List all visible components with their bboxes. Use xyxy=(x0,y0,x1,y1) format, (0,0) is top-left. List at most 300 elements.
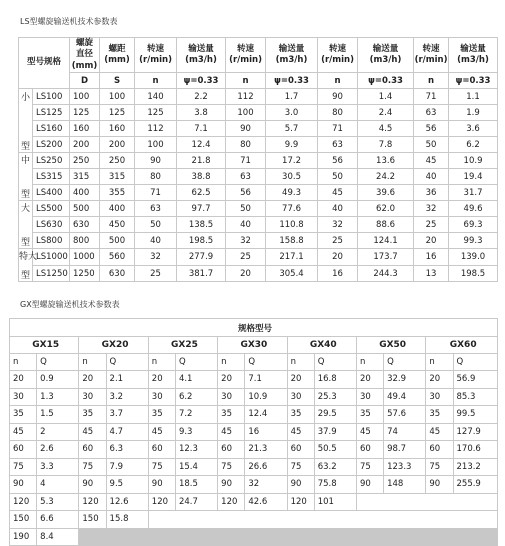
value-cell: 26.6 xyxy=(245,458,287,476)
value-cell: 30 xyxy=(79,388,106,406)
ls-table-title: LS型螺旋输送机技术参数表 xyxy=(20,17,118,26)
value-cell: 16 xyxy=(245,423,287,441)
value-cell: 60 xyxy=(356,441,383,459)
value-cell: 85.3 xyxy=(453,388,498,406)
value-cell: 63 xyxy=(135,201,177,217)
model-cell: LS315 xyxy=(33,169,70,185)
value-cell: 90 xyxy=(79,476,106,494)
value-cell: 20 xyxy=(10,371,37,389)
value-cell: 13.6 xyxy=(358,153,414,169)
value-cell: 315 xyxy=(70,169,100,185)
value-cell: 25 xyxy=(135,265,177,282)
value-cell: 50 xyxy=(226,201,266,217)
symbol-n: n xyxy=(226,73,266,89)
model-cell: LS1250 xyxy=(33,265,70,282)
value-cell: 15.8 xyxy=(106,511,148,529)
value-cell: 35 xyxy=(218,406,245,424)
value-cell: 1.3 xyxy=(37,388,79,406)
capacity-header: 输送量 (m3/h) xyxy=(266,38,318,73)
value-cell: 1250 xyxy=(70,265,100,282)
value-cell: 32.9 xyxy=(384,371,426,389)
value-cell: 99.5 xyxy=(453,406,498,424)
model-cell: LS630 xyxy=(33,217,70,233)
capacity-header: 输送量 (m3/h) xyxy=(177,38,226,73)
speed-subheader: n xyxy=(426,354,453,371)
speed-subheader: n xyxy=(10,354,37,371)
ls-symbol-row xyxy=(19,73,498,89)
gx-spec-table xyxy=(9,318,498,546)
value-cell: 80 xyxy=(226,137,266,153)
ls-header-row xyxy=(19,38,498,73)
value-cell: 200 xyxy=(70,137,100,153)
gx-model-header: GX20 xyxy=(79,337,148,354)
value-cell: 42.6 xyxy=(245,493,287,511)
value-cell: 56 xyxy=(318,153,358,169)
value-cell: 125 xyxy=(70,105,100,121)
value-cell: 3.0 xyxy=(266,105,318,121)
value-cell: 50 xyxy=(414,137,449,153)
speed-header: 转速 (r/min) xyxy=(226,38,266,73)
value-cell: 158.8 xyxy=(266,233,318,249)
value-cell: 45 xyxy=(218,423,245,441)
value-cell: 1.7 xyxy=(266,89,318,105)
value-cell: 630 xyxy=(70,217,100,233)
ls-spec-table xyxy=(18,37,498,282)
value-cell: 30.5 xyxy=(266,169,318,185)
value-cell: 400 xyxy=(100,201,135,217)
value-cell: 35 xyxy=(79,406,106,424)
value-cell: 2.6 xyxy=(37,441,79,459)
value-cell: 170.6 xyxy=(453,441,498,459)
value-cell: 7.9 xyxy=(106,458,148,476)
value-cell: 7.8 xyxy=(358,137,414,153)
value-cell: 140 xyxy=(135,89,177,105)
value-cell: 20 xyxy=(426,371,453,389)
value-cell: 3.3 xyxy=(37,458,79,476)
value-cell: 32 xyxy=(414,201,449,217)
value-cell: 45 xyxy=(356,423,383,441)
value-cell: 50 xyxy=(135,217,177,233)
value-cell: 112 xyxy=(226,89,266,105)
gx-model-header: GX60 xyxy=(426,337,498,354)
symbol-psi: ψ=0.33 xyxy=(449,73,498,89)
value-cell: 150 xyxy=(10,511,37,529)
size-category-label: 型 xyxy=(20,238,30,249)
value-cell: 6.6 xyxy=(37,511,79,529)
value-cell: 10.9 xyxy=(449,153,498,169)
value-cell: 24.2 xyxy=(358,169,414,185)
value-cell: 1.9 xyxy=(449,105,498,121)
value-cell: 71 xyxy=(414,89,449,105)
gx-row xyxy=(10,511,498,529)
value-cell: 60 xyxy=(287,441,314,459)
gx-row xyxy=(10,441,498,459)
value-cell: 77.6 xyxy=(266,201,318,217)
value-cell: 150 xyxy=(79,511,106,529)
value-cell: 63.2 xyxy=(314,458,356,476)
value-cell: 12.6 xyxy=(106,493,148,511)
value-cell: 49.4 xyxy=(384,388,426,406)
size-category-label: 型 xyxy=(20,141,30,152)
value-cell: 3.6 xyxy=(449,121,498,137)
speed-header: 转速 (r/min) xyxy=(318,38,358,73)
model-cell: LS1000 xyxy=(33,249,70,266)
ls-row xyxy=(19,201,498,217)
value-cell: 190 xyxy=(10,528,37,546)
gx-row xyxy=(10,458,498,476)
ls-table-body xyxy=(19,89,498,282)
value-cell: 277.9 xyxy=(177,249,226,266)
speed-subheader: n xyxy=(79,354,106,371)
value-cell: 8.4 xyxy=(37,528,79,546)
value-cell: 19.4 xyxy=(449,169,498,185)
value-cell: 35 xyxy=(356,406,383,424)
symbol-psi: ψ=0.33 xyxy=(177,73,226,89)
value-cell: 90 xyxy=(287,476,314,494)
ls-row xyxy=(19,137,498,153)
value-cell: 124.1 xyxy=(358,233,414,249)
value-cell: 6.2 xyxy=(449,137,498,153)
value-cell: 90 xyxy=(218,476,245,494)
value-cell: 4.5 xyxy=(358,121,414,137)
value-cell: 560 xyxy=(100,249,135,266)
value-cell: 63 xyxy=(318,137,358,153)
value-cell: 90 xyxy=(148,476,175,494)
value-cell: 45 xyxy=(426,423,453,441)
value-cell: 98.7 xyxy=(384,441,426,459)
size-category-label: 中 xyxy=(20,156,30,167)
value-cell: 123.3 xyxy=(384,458,426,476)
value-cell: 7.1 xyxy=(245,371,287,389)
value-cell: 100 xyxy=(226,105,266,121)
value-cell: 101 xyxy=(314,493,356,511)
value-cell: 0.9 xyxy=(37,371,79,389)
gx-model-row xyxy=(10,337,498,354)
value-cell: 16 xyxy=(414,249,449,266)
value-cell: 500 xyxy=(100,233,135,249)
value-cell: 305.4 xyxy=(266,265,318,282)
symbol-d: D xyxy=(70,73,100,89)
ls-row xyxy=(19,249,498,266)
value-cell: 18.5 xyxy=(175,476,217,494)
value-cell: 6.2 xyxy=(175,388,217,406)
value-cell: 20 xyxy=(287,371,314,389)
gx-row xyxy=(10,476,498,494)
capacity-subheader: Q xyxy=(37,354,79,371)
value-cell: 45 xyxy=(10,423,37,441)
value-cell: 138.5 xyxy=(177,217,226,233)
value-cell: 57.6 xyxy=(384,406,426,424)
value-cell: 12.4 xyxy=(245,406,287,424)
value-cell: 800 xyxy=(70,233,100,249)
value-cell: 4.1 xyxy=(175,371,217,389)
capacity-subheader: Q xyxy=(106,354,148,371)
value-cell: 97.7 xyxy=(177,201,226,217)
model-cell: LS100 xyxy=(33,89,70,105)
size-category xyxy=(19,89,33,153)
value-cell: 100 xyxy=(135,137,177,153)
value-cell: 31.7 xyxy=(449,185,498,201)
value-cell: 244.3 xyxy=(358,265,414,282)
ls-row xyxy=(19,153,498,169)
value-cell: 56 xyxy=(226,185,266,201)
gx-table-body xyxy=(10,371,498,546)
gx-header-row xyxy=(10,319,498,337)
size-category xyxy=(19,201,33,249)
symbol-n: n xyxy=(135,73,177,89)
value-cell: 120 xyxy=(10,493,37,511)
ls-row xyxy=(19,105,498,121)
value-cell: 16 xyxy=(318,265,358,282)
speed-header: 转速 (r/min) xyxy=(135,38,177,73)
value-cell: 29.5 xyxy=(314,406,356,424)
value-cell: 75 xyxy=(426,458,453,476)
value-cell: 71 xyxy=(318,121,358,137)
value-cell: 36 xyxy=(414,185,449,201)
value-cell: 16.8 xyxy=(314,371,356,389)
ls-row xyxy=(19,121,498,137)
value-cell: 100 xyxy=(70,89,100,105)
value-cell: 35 xyxy=(287,406,314,424)
value-cell: 60 xyxy=(218,441,245,459)
speed-subheader: n xyxy=(287,354,314,371)
symbol-s: S xyxy=(100,73,135,89)
value-cell: 20 xyxy=(148,371,175,389)
value-cell: 63 xyxy=(414,105,449,121)
ls-row xyxy=(19,185,498,201)
symbol-psi: ψ=0.33 xyxy=(358,73,414,89)
value-cell: 75 xyxy=(79,458,106,476)
value-cell: 6.3 xyxy=(106,441,148,459)
ls-row xyxy=(19,169,498,185)
diameter-header: 螺旋 直径 (mm) xyxy=(70,38,100,73)
gx-model-header: GX15 xyxy=(10,337,79,354)
speed-header: 转速 (r/min) xyxy=(414,38,449,73)
value-cell: 120 xyxy=(287,493,314,511)
value-cell: 49.3 xyxy=(266,185,318,201)
value-cell: 2.2 xyxy=(177,89,226,105)
value-cell: 75 xyxy=(148,458,175,476)
value-cell: 90 xyxy=(318,89,358,105)
value-cell: 3.8 xyxy=(177,105,226,121)
value-cell: 160 xyxy=(100,121,135,137)
value-cell: 355 xyxy=(100,185,135,201)
value-cell: 63 xyxy=(226,169,266,185)
value-cell: 75 xyxy=(10,458,37,476)
value-cell: 2.1 xyxy=(106,371,148,389)
value-cell: 24.7 xyxy=(175,493,217,511)
value-cell: 12.3 xyxy=(175,441,217,459)
value-cell: 255.9 xyxy=(453,476,498,494)
gx-row xyxy=(10,371,498,389)
value-cell: 39.6 xyxy=(358,185,414,201)
value-cell: 2 xyxy=(37,423,79,441)
gx-row xyxy=(10,493,498,511)
value-cell: 60 xyxy=(148,441,175,459)
value-cell: 38.8 xyxy=(177,169,226,185)
value-cell: 25.3 xyxy=(314,388,356,406)
value-cell: 40 xyxy=(414,169,449,185)
value-cell: 99.3 xyxy=(449,233,498,249)
capacity-header: 输送量 (m3/h) xyxy=(358,38,414,73)
value-cell: 213.2 xyxy=(453,458,498,476)
value-cell: 90 xyxy=(226,121,266,137)
value-cell: 400 xyxy=(70,185,100,201)
gx-row xyxy=(10,528,498,546)
value-cell: 40 xyxy=(226,217,266,233)
value-cell: 10.9 xyxy=(245,388,287,406)
value-cell: 69.3 xyxy=(449,217,498,233)
value-cell: 30 xyxy=(287,388,314,406)
value-cell: 60 xyxy=(79,441,106,459)
ls-row xyxy=(19,89,498,105)
value-cell: 75.8 xyxy=(314,476,356,494)
symbol-n: n xyxy=(318,73,358,89)
value-cell: 20 xyxy=(79,371,106,389)
value-cell: 56.9 xyxy=(453,371,498,389)
value-cell: 1.5 xyxy=(37,406,79,424)
value-cell: 110.8 xyxy=(266,217,318,233)
value-cell: 5.3 xyxy=(37,493,79,511)
value-cell: 32 xyxy=(245,476,287,494)
value-cell: 20 xyxy=(356,371,383,389)
value-cell: 1.1 xyxy=(449,89,498,105)
size-category-label: 型 xyxy=(20,271,30,282)
value-cell: 148 xyxy=(384,476,426,494)
value-cell: 15.4 xyxy=(175,458,217,476)
value-cell: 100 xyxy=(100,89,135,105)
value-cell: 450 xyxy=(100,217,135,233)
value-cell: 120 xyxy=(79,493,106,511)
value-cell: 62.0 xyxy=(358,201,414,217)
empty-area xyxy=(79,528,498,546)
capacity-subheader: Q xyxy=(314,354,356,371)
value-cell: 56 xyxy=(414,121,449,137)
value-cell: 62.5 xyxy=(177,185,226,201)
value-cell: 90 xyxy=(135,153,177,169)
value-cell: 40 xyxy=(135,233,177,249)
value-cell: 35 xyxy=(148,406,175,424)
value-cell: 37.9 xyxy=(314,423,356,441)
model-cell: LS400 xyxy=(33,185,70,201)
value-cell: 32 xyxy=(318,217,358,233)
value-cell: 4.7 xyxy=(106,423,148,441)
value-cell: 45 xyxy=(318,185,358,201)
value-cell: 5.7 xyxy=(266,121,318,137)
value-cell: 12.4 xyxy=(177,137,226,153)
value-cell: 9.9 xyxy=(266,137,318,153)
ls-row xyxy=(19,233,498,249)
symbol-psi: ψ=0.33 xyxy=(266,73,318,89)
gx-subheader-row xyxy=(10,354,498,371)
value-cell: 45 xyxy=(79,423,106,441)
value-cell: 71 xyxy=(135,185,177,201)
speed-subheader: n xyxy=(356,354,383,371)
model-cell: LS200 xyxy=(33,137,70,153)
value-cell: 9.5 xyxy=(106,476,148,494)
value-cell: 160 xyxy=(70,121,100,137)
size-category-label: 特大 xyxy=(19,252,38,263)
size-category xyxy=(19,249,38,282)
gx-spec-header: 规格型号 xyxy=(10,319,498,337)
ls-row xyxy=(19,265,498,282)
value-cell: 13 xyxy=(414,265,449,282)
value-cell: 75 xyxy=(218,458,245,476)
value-cell: 75 xyxy=(287,458,314,476)
value-cell: 381.7 xyxy=(177,265,226,282)
gx-model-header: GX40 xyxy=(287,337,356,354)
model-spec-header: 型号规格 xyxy=(19,38,70,89)
value-cell: 250 xyxy=(70,153,100,169)
empty-area xyxy=(148,511,497,529)
model-cell: LS125 xyxy=(33,105,70,121)
value-cell: 50 xyxy=(318,169,358,185)
value-cell: 1.4 xyxy=(358,89,414,105)
speed-subheader: n xyxy=(148,354,175,371)
value-cell: 30 xyxy=(148,388,175,406)
value-cell: 17.2 xyxy=(266,153,318,169)
speed-subheader: n xyxy=(218,354,245,371)
value-cell: 90 xyxy=(426,476,453,494)
value-cell: 9.3 xyxy=(175,423,217,441)
value-cell: 49.6 xyxy=(449,201,498,217)
value-cell: 139.0 xyxy=(449,249,498,266)
empty-area xyxy=(356,493,497,511)
value-cell: 30 xyxy=(218,388,245,406)
size-category-label: 型 xyxy=(20,190,30,201)
value-cell: 127.9 xyxy=(453,423,498,441)
ls-row xyxy=(19,217,498,233)
value-cell: 32 xyxy=(135,249,177,266)
value-cell: 20 xyxy=(414,233,449,249)
value-cell: 315 xyxy=(100,169,135,185)
value-cell: 90 xyxy=(10,476,37,494)
value-cell: 1000 xyxy=(70,249,100,266)
value-cell: 80 xyxy=(318,105,358,121)
value-cell: 200 xyxy=(100,137,135,153)
value-cell: 30 xyxy=(356,388,383,406)
value-cell: 35 xyxy=(10,406,37,424)
value-cell: 30 xyxy=(10,388,37,406)
value-cell: 7.2 xyxy=(175,406,217,424)
value-cell: 20 xyxy=(226,265,266,282)
pitch-header: 螺距 (mm) xyxy=(100,38,135,73)
capacity-subheader: Q xyxy=(384,354,426,371)
gx-row xyxy=(10,423,498,441)
value-cell: 25 xyxy=(226,249,266,266)
value-cell: 45 xyxy=(148,423,175,441)
capacity-subheader: Q xyxy=(175,354,217,371)
gx-model-header: GX25 xyxy=(148,337,217,354)
value-cell: 20 xyxy=(218,371,245,389)
value-cell: 2.4 xyxy=(358,105,414,121)
value-cell: 80 xyxy=(135,169,177,185)
value-cell: 198.5 xyxy=(449,265,498,282)
gx-model-header: GX30 xyxy=(218,337,287,354)
value-cell: 173.7 xyxy=(358,249,414,266)
model-cell: LS800 xyxy=(33,233,70,249)
value-cell: 30 xyxy=(426,388,453,406)
capacity-subheader: Q xyxy=(245,354,287,371)
size-category xyxy=(19,153,33,201)
value-cell: 90 xyxy=(356,476,383,494)
value-cell: 112 xyxy=(135,121,177,137)
value-cell: 45 xyxy=(287,423,314,441)
value-cell: 40 xyxy=(318,201,358,217)
gx-model-header: GX50 xyxy=(356,337,425,354)
value-cell: 45 xyxy=(414,153,449,169)
capacity-subheader: Q xyxy=(453,354,498,371)
